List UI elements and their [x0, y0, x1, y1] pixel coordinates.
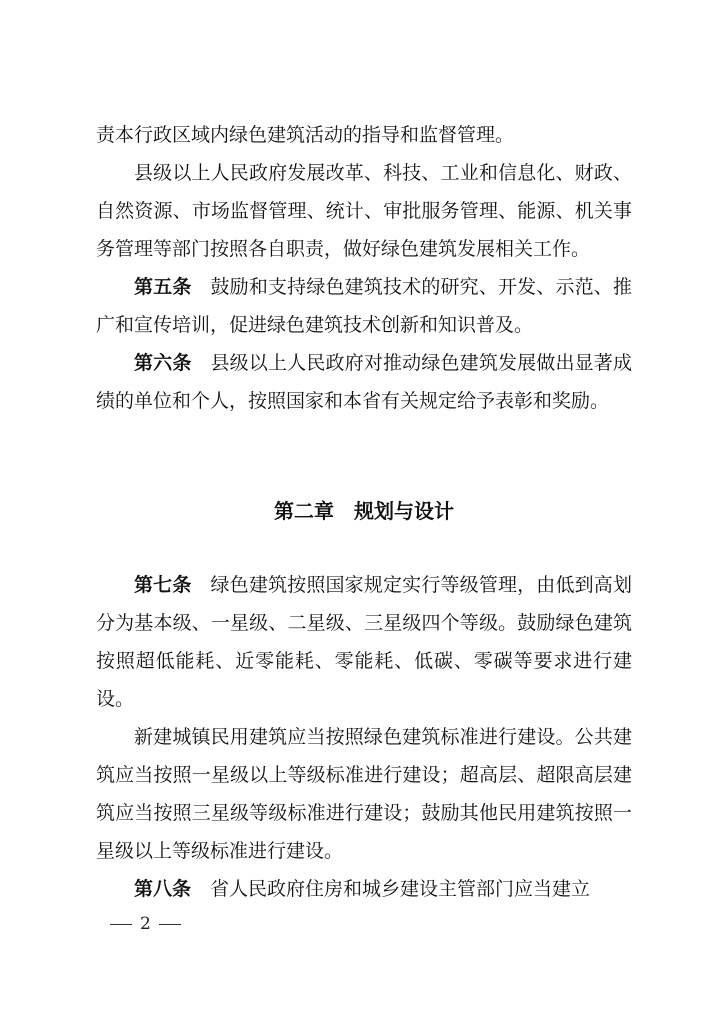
article-label: 第八条	[134, 878, 192, 900]
paragraph-continuation	[96, 116, 632, 154]
paragraph	[96, 718, 632, 870]
paragraph-text: 鼓励和支持绿色建筑技术的研究、开发、示范、推广和宣传培训，促进绿色建筑技术创新和知识普及。	[96, 276, 632, 336]
paragraph-text: 责本行政区域内绿色建筑活动的指导和监督管理。	[96, 124, 515, 146]
article-label: 第六条	[134, 352, 192, 374]
paragraph-text: 新建城镇民用建筑应当按照绿色建筑标准进行建设。公共建筑应当按照一星级以上等级标准进行建设；超高层、超限高层建筑应当按照三星级等级标准进行建设；鼓励其他民用建筑按照一星级以上等级标准进行建设。	[96, 726, 632, 862]
chapter-heading	[96, 496, 632, 526]
article-label: 第五条	[134, 276, 192, 298]
page-number: 2	[140, 914, 151, 934]
text-section-bottom	[96, 566, 632, 908]
article-5	[96, 268, 632, 344]
article-label: 第七条	[134, 574, 192, 596]
article-7	[96, 566, 632, 718]
chapter-number: 第二章	[274, 499, 334, 523]
paragraph	[96, 154, 632, 268]
footer-dash-left	[110, 924, 132, 925]
paragraph-text: 县级以上人民政府对推动绿色建筑发展做出显著成绩的单位和个人，按照国家和本省有关规定给予表彰和奖励。	[96, 352, 632, 412]
chapter-title: 规划与设计	[354, 499, 454, 523]
paragraph-text: 县级以上人民政府发展改革、科技、工业和信息化、财政、自然资源、市场监督管理、统计、审批服务管理、能源、机关事务管理等部门按照各自职责，做好绿色建筑发展相关工作。	[96, 162, 632, 260]
paragraph-text: 绿色建筑按照国家规定实行等级管理，由低到高划分为基本级、一星级、二星级、三星级四个等级。鼓励绿色建筑按照超低能耗、近零能耗、零能耗、低碳、零碳等要求进行建设。	[96, 574, 632, 710]
article-6	[96, 344, 632, 420]
footer-dash-right	[159, 924, 181, 925]
page-footer	[110, 912, 181, 936]
paragraph-text: 省人民政府住房和城乡建设主管部门应当建立	[210, 878, 591, 900]
text-section-top	[96, 116, 632, 420]
article-8	[96, 870, 632, 908]
